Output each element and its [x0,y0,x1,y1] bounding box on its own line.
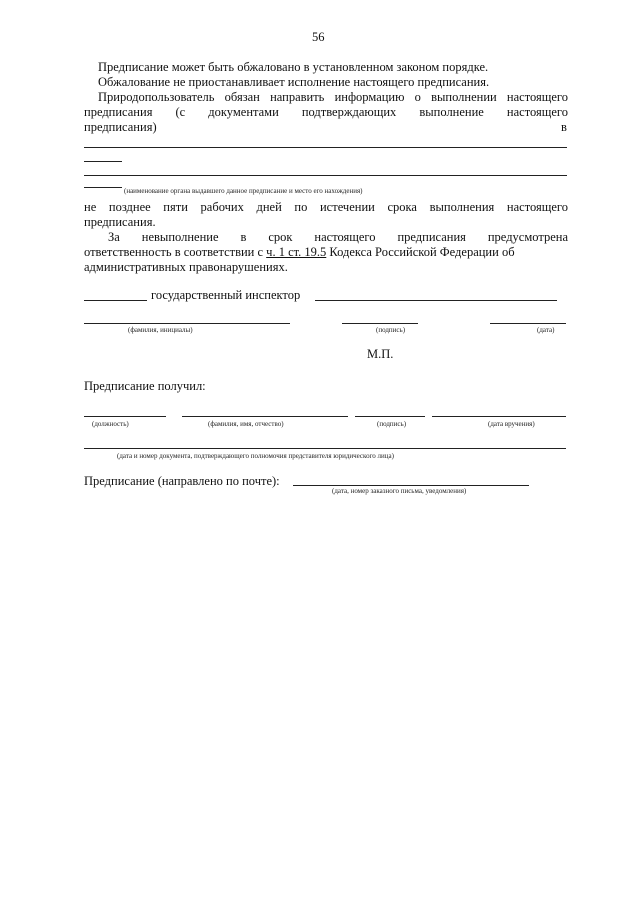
stamp-placeholder: М.П. [367,347,394,361]
inspector-signature-line[interactable] [342,323,418,324]
obligation-text-line3: предписания) [84,120,157,134]
mailed-fill-line[interactable] [293,485,529,486]
inspector-title-fill-line[interactable] [84,300,147,301]
recipient-date-line[interactable] [432,416,566,417]
authority-caption: (наименование органа выдавшего данное предписание и место его нахождения) [124,187,363,195]
liability-text-prefix: ответственность в соответствии с [84,245,267,259]
obligation-text-line1: Природопользователь обязан направить информацию о выполнении настоящего [98,90,568,104]
authority-fill-line-4[interactable] [84,187,122,188]
authority-fill-line-2[interactable] [84,161,122,162]
inspector-date-line[interactable] [490,323,566,324]
obligation-text-preposition: в [561,120,567,134]
liability-text-line3: административных правонарушениях. [84,260,288,274]
liability-text-line2 [84,245,515,260]
mailed-caption: (дата, номер заказного письма, уведомления) [332,487,467,495]
recipient-name-caption: (фамилия, имя, отчество) [208,420,284,428]
recipient-position-caption: (должность) [92,420,129,428]
recipient-position-line[interactable] [84,416,166,417]
obligation-text-line2: предписания (с документами подтверждающих выполнение настоящего [84,105,568,119]
page-number: 56 [312,30,325,44]
suspension-text: Обжалование не приостанавливает исполнение настоящего предписания. [98,75,490,89]
inspector-name-caption: (фамилия, инициалы) [128,326,193,334]
appeal-text: Предписание может быть обжаловано в установленном законом порядке. [98,60,489,74]
liability-text-suffix: Кодекса Российской Федерации об [326,245,515,259]
recipient-date-caption: (дата вручения) [488,420,535,428]
recipient-name-line[interactable] [182,416,348,417]
inspector-name-line[interactable] [84,323,290,324]
inspector-label: государственный инспектор [151,288,301,302]
recipient-signature-line[interactable] [355,416,425,417]
mailed-label: Предписание (направлено по почте): [84,474,280,488]
liability-text-line1: За невыполнение в срок настоящего предписания предусмотрена [108,230,568,244]
authority-document-caption: (дата и номер документа, подтверждающего полномочия представителя юридического лица) [117,452,394,460]
inspector-signature-caption: (подпись) [376,326,406,334]
authority-document-line[interactable] [84,448,566,449]
inspector-date-caption: (дата) [537,326,555,334]
received-label: Предписание получил: [84,379,206,393]
code-article-link[interactable]: ч. 1 ст. 19.5 [266,245,327,259]
deadline-text-line1: не позднее пяти рабочих дней по истечении срока выполнения настоящего [84,200,568,214]
deadline-text-line2: предписания. [84,215,156,229]
authority-fill-line-1[interactable] [84,147,567,148]
recipient-signature-caption: (подпись) [377,420,407,428]
authority-fill-line-3[interactable] [84,175,567,176]
inspector-fill-line[interactable] [315,300,557,301]
